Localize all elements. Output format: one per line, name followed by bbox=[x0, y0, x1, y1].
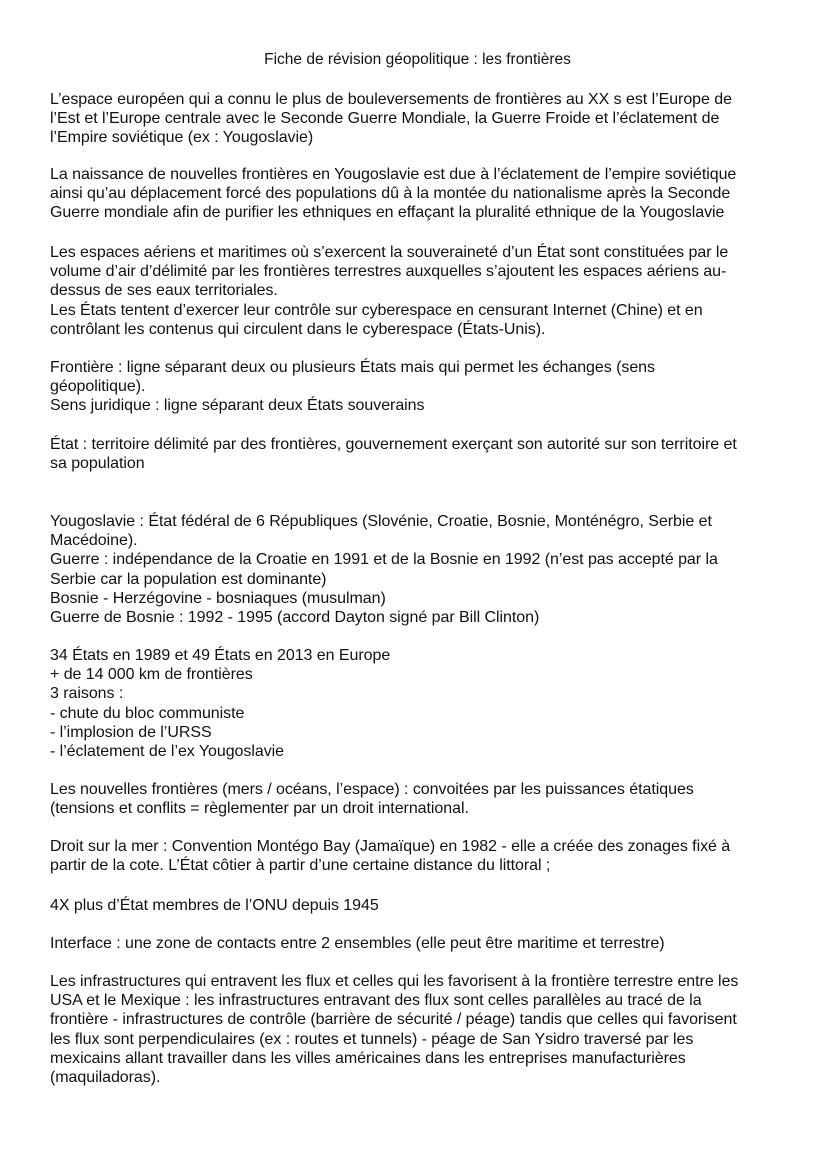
paragraph bbox=[50, 435, 790, 473]
paragraph bbox=[50, 358, 790, 416]
paragraph bbox=[50, 780, 790, 818]
text-line: Serbie car la population est dominante) bbox=[50, 570, 327, 588]
text-line: Bosnie - Herzégovine - bosniaques (musulman) bbox=[50, 589, 386, 607]
paragraph bbox=[50, 934, 790, 953]
paragraph bbox=[50, 90, 790, 148]
paragraph bbox=[50, 972, 790, 1087]
text-line: Frontière : ligne séparant deux ou plusieurs États mais qui permet les échanges (sens bbox=[50, 359, 655, 376]
text-line: (tensions et conflits = règlementer par un droit international. bbox=[50, 800, 469, 818]
paragraph bbox=[50, 837, 790, 875]
text-line: État : territoire délimité par des frontières, gouvernement exerçant son autorité sur son territoire et bbox=[50, 436, 737, 453]
text-line: - l’éclatement de l’ex Yougoslavie bbox=[50, 743, 285, 761]
text-line: les flux sont perpendiculaires (ex : routes et tunnels) - péage de San Ysidro traversé par les bbox=[50, 1030, 694, 1048]
text-line: partir de la cote. L’État côtier à partir d’une certaine distance du littoral ; bbox=[50, 857, 551, 875]
text-line: frontière - infrastructures de contrôle (barrière de sécurité / péage) tandis que celles qui favorisent bbox=[50, 1011, 737, 1029]
text-line: sa population bbox=[50, 455, 145, 473]
text-line: contrôlant les contenus qui circulent dans le cyberespace (États-Unis). bbox=[50, 320, 546, 338]
text-line: ainsi qu’au déplacement forcé des populations dû à la montée du nationalisme après la Seconde bbox=[50, 185, 731, 203]
paragraph bbox=[50, 512, 790, 627]
text-line: Les nouvelles frontières (mers / océans, l’espace) : convoitées par les puissances étatiques bbox=[50, 781, 694, 798]
text-line: Macédoine). bbox=[50, 532, 138, 550]
text-line: - chute du bloc communiste bbox=[50, 704, 245, 722]
text-line: Guerre : indépendance de la Croatie en 1991 et de la Bosnie en 1992 (n’est pas accepté par la bbox=[50, 551, 718, 569]
text-line: Guerre mondiale afin de purifier les ethniques en effaçant la pluralité ethnique de la Yougoslavie bbox=[50, 204, 725, 222]
text-line: USA et le Mexique : les infrastructures entravant des flux sont celles parallèles au tracé de la bbox=[50, 992, 702, 1010]
text-line: volume d’air d’délimité par les frontières terrestres auxquelles s’ajoutent les espaces aériens au- bbox=[50, 263, 727, 281]
paragraph bbox=[50, 646, 790, 761]
text-line: L’espace européen qui a connu le plus de bouleversements de frontières au XX s est l’Europe de bbox=[50, 91, 732, 108]
text-line: Interface : une zone de contacts entre 2 ensembles (elle peut être maritime et terrestre) bbox=[50, 935, 665, 952]
paragraph bbox=[50, 165, 790, 223]
text-line: mexicains allant travailler dans les villes américaines dans les entreprises manufacturières bbox=[50, 1049, 686, 1067]
text-line: Les infrastructures qui entravent les flux et celles qui les favorisent à la frontière terrestre entre les bbox=[50, 973, 739, 990]
paragraph bbox=[50, 896, 790, 915]
text-line: Les espaces aériens et maritimes où s’exercent la souveraineté d’un État sont constituées par le bbox=[50, 244, 729, 261]
text-line: 4X plus d’État membres de l’ONU depuis 1945 bbox=[50, 897, 379, 914]
text-line: Les États tentent d’exercer leur contrôle sur cyberespace en censurant Internet (Chine) et en bbox=[50, 301, 703, 319]
text-line: géopolitique). bbox=[50, 378, 146, 396]
text-line: - l’implosion de l’URSS bbox=[50, 723, 212, 741]
text-line: (maquiladoras). bbox=[50, 1069, 161, 1087]
text-line: 3 raisons : bbox=[50, 685, 124, 703]
text-line: Guerre de Bosnie : 1992 - 1995 (accord Dayton signé par Bill Clinton) bbox=[50, 609, 540, 627]
text-line: l’Empire soviétique (ex : Yougoslavie) bbox=[50, 129, 314, 147]
text-line: l’Est et l’Europe centrale avec le Seconde Guerre Mondiale, la Guerre Froide et l’éclatement de bbox=[50, 110, 720, 128]
document-title: Fiche de révision géopolitique : les frontières bbox=[264, 51, 571, 68]
text-line: 34 États en 1989 et 49 États en 2013 en Europe bbox=[50, 647, 391, 664]
text-line: Yougoslavie : État fédéral de 6 Républiques (Slovénie, Croatie, Bosnie, Monténégro, Serbie et bbox=[50, 513, 712, 530]
text-line: + de 14 000 km de frontières bbox=[50, 666, 253, 684]
text-line: dessus de ses eaux territoriales. bbox=[50, 282, 278, 300]
text-line: Droit sur la mer : Convention Montégo Bay (Jamaïque) en 1982 - elle a créée des zonages fixé à bbox=[50, 838, 731, 855]
text-line: Sens juridique : ligne séparant deux États souverains bbox=[50, 397, 425, 415]
text-line: La naissance de nouvelles frontières en Yougoslavie est due à l’éclatement de l’empire soviétique bbox=[50, 166, 737, 183]
paragraph bbox=[50, 243, 790, 339]
